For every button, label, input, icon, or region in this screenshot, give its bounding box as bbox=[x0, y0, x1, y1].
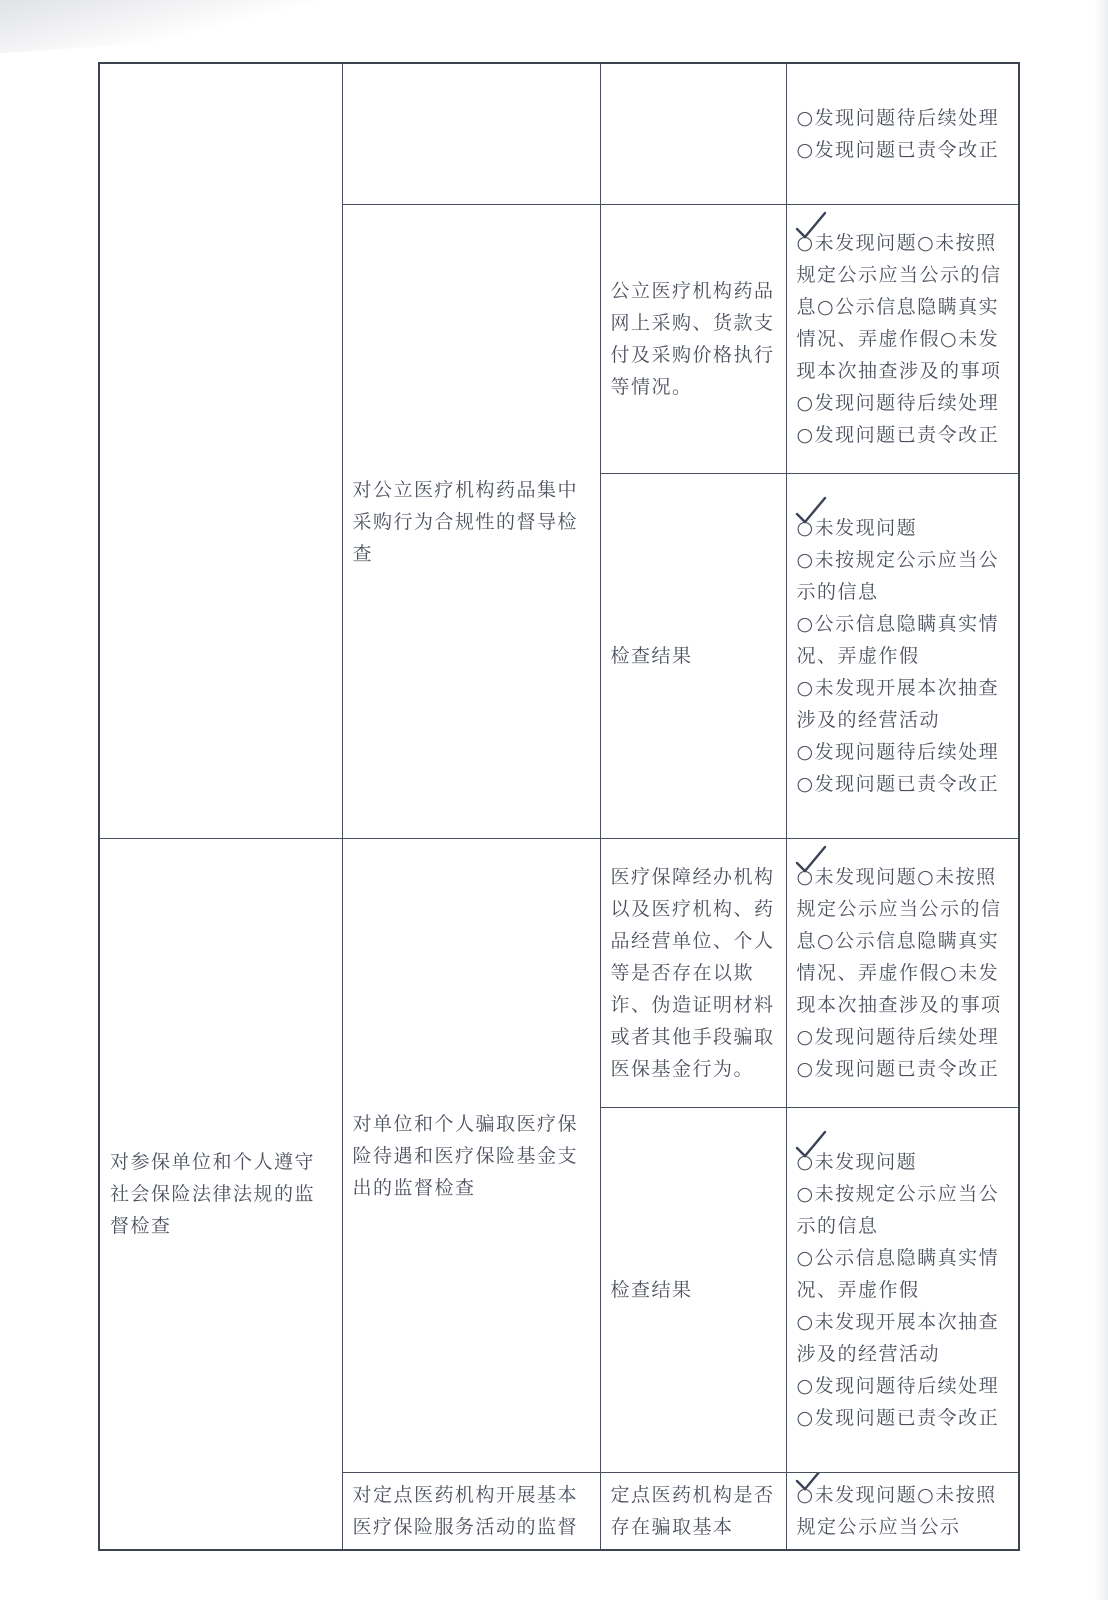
option-corrected: ○发现问题已责令改正 bbox=[796, 773, 1000, 795]
table-row bbox=[99, 839, 1019, 1108]
item-cell: 公立医疗机构药品网上采购、货款支付及采购价格执行等情况。 bbox=[600, 205, 786, 474]
subject-cell: 对定点医药机构开展基本医疗保险服务活动的监督 bbox=[342, 1473, 600, 1551]
table-row bbox=[99, 63, 1019, 205]
category-cell: 对参保单位和个人遵守社会保险法律法规的监督检查 bbox=[99, 839, 342, 1551]
item-cell-empty bbox=[600, 63, 786, 205]
result-options-cell bbox=[786, 474, 1019, 839]
option-group: ○未发现问题○未按照规定公示应当公示 bbox=[797, 1479, 1009, 1543]
result-options-cell bbox=[786, 839, 1019, 1108]
category-cell-empty bbox=[99, 63, 342, 839]
result-label-cell: 检查结果 bbox=[600, 1108, 786, 1473]
option-no-problem: ○未发现问题 bbox=[797, 1146, 1009, 1178]
option-corrected: ○发现问题已责令改正 bbox=[796, 1407, 1000, 1429]
option-not-disclosed: ○未按规定公示应当公示的信息 bbox=[796, 1183, 1000, 1237]
result-options-cell bbox=[786, 205, 1019, 474]
scan-edge bbox=[1094, 0, 1108, 1600]
option-pending: ○发现问题待后续处理 bbox=[796, 107, 1000, 129]
option-pending: ○发现问题待后续处理 bbox=[796, 1375, 1000, 1397]
option-group: ○未发现问题○未按照规定公示应当公示的信息○公示信息隐瞒真实情况、弄虚作假○未发现本次抽查涉及的事项○发现问题待后续处理○发现问题已责令改正 bbox=[797, 861, 1009, 1085]
option-not-disclosed: ○未按规定公示应当公示的信息 bbox=[796, 549, 1000, 603]
result-label-cell: 检查结果 bbox=[600, 474, 786, 839]
option-not-found: ○未发现开展本次抽查涉及的经营活动 bbox=[796, 677, 1000, 731]
subject-cell: 对公立医疗机构药品集中采购行为合规性的督导检查 bbox=[342, 205, 600, 839]
option-false-info: ○公示信息隐瞒真实情况、弄虚作假 bbox=[796, 613, 1000, 667]
scan-shadow bbox=[0, 0, 422, 56]
option-no-problem: ○未发现问题 bbox=[797, 512, 1009, 544]
option-group: ○未发现问题○未按照规定公示应当公示的信息○公示信息隐瞒真实情况、弄虚作假○未发现本次抽查涉及的事项○发现问题待后续处理○发现问题已责令改正 bbox=[797, 227, 1009, 451]
option-pending: ○发现问题待后续处理 bbox=[796, 741, 1000, 763]
item-cell: 定点医药机构是否存在骗取基本 bbox=[600, 1473, 786, 1551]
inspection-table bbox=[98, 62, 1020, 1551]
option-corrected: ○发现问题已责令改正 bbox=[796, 139, 1000, 161]
result-options-cell bbox=[786, 1108, 1019, 1473]
item-cell: 医疗保障经办机构以及医疗机构、药品经营单位、个人等是否存在以欺诈、伪造证明材料或者其他手段骗取医保基金行为。 bbox=[600, 839, 786, 1108]
result-options-cell bbox=[786, 1473, 1019, 1551]
subject-cell: 对单位和个人骗取医疗保险待遇和医疗保险基金支出的监督检查 bbox=[342, 839, 600, 1473]
option-false-info: ○公示信息隐瞒真实情况、弄虚作假 bbox=[796, 1247, 1000, 1301]
subject-cell-empty bbox=[342, 63, 600, 205]
option-not-found: ○未发现开展本次抽查涉及的经营活动 bbox=[796, 1311, 1000, 1365]
result-options-cell bbox=[786, 63, 1019, 205]
